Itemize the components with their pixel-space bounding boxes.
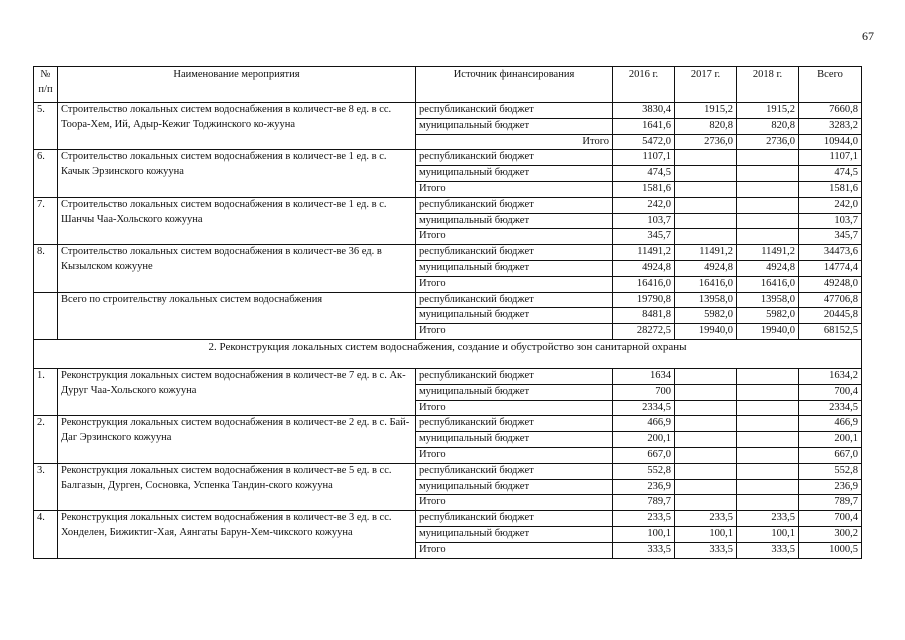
- value-2018: [737, 447, 799, 463]
- value-2016: 19790,8: [613, 292, 675, 308]
- activity-name: Реконструкция локальных систем водоснабжения в количест-ве 2 ед. в с. Бай-Даг Эрзинского кожууна: [58, 416, 416, 463]
- value-2017: 2736,0: [675, 134, 737, 150]
- value-total: 1634,2: [799, 368, 862, 384]
- funding-source: Итого: [416, 324, 613, 340]
- value-2017: [675, 213, 737, 229]
- value-2018: [737, 495, 799, 511]
- value-2016: 16416,0: [613, 276, 675, 292]
- funding-source: муниципальный бюджет: [416, 479, 613, 495]
- value-2018: [737, 368, 799, 384]
- value-total: 3283,2: [799, 118, 862, 134]
- value-2018: 5982,0: [737, 308, 799, 324]
- value-2017: 16416,0: [675, 276, 737, 292]
- value-2018: [737, 197, 799, 213]
- funding-source: Итого: [416, 495, 613, 511]
- table-row: [34, 416, 862, 432]
- value-total: 300,2: [799, 526, 862, 542]
- table-row: [34, 463, 862, 479]
- value-2017: 4924,8: [675, 260, 737, 276]
- row-number: [34, 292, 58, 339]
- header-total: Всего: [799, 67, 862, 103]
- value-total: 700,4: [799, 384, 862, 400]
- value-total: 474,5: [799, 166, 862, 182]
- funding-source: муниципальный бюджет: [416, 308, 613, 324]
- value-2017: 233,5: [675, 511, 737, 527]
- row-number: 1.: [34, 368, 58, 415]
- activity-name: Строительство локальных систем водоснабжения в количест-ве 36 ед. в Кызылском кожууне: [58, 245, 416, 292]
- value-2018: [737, 229, 799, 245]
- value-2017: [675, 197, 737, 213]
- value-total: 47706,8: [799, 292, 862, 308]
- value-2018: 2736,0: [737, 134, 799, 150]
- value-total: 789,7: [799, 495, 862, 511]
- table-row: [34, 103, 862, 119]
- value-2017: [675, 229, 737, 245]
- funding-source: республиканский бюджет: [416, 463, 613, 479]
- value-2018: 820,8: [737, 118, 799, 134]
- funding-source: республиканский бюджет: [416, 368, 613, 384]
- row-number: 7.: [34, 197, 58, 244]
- table-row: [34, 197, 862, 213]
- value-2017: 1915,2: [675, 103, 737, 119]
- value-total: 10944,0: [799, 134, 862, 150]
- table-body: [34, 103, 862, 559]
- value-2016: 8481,8: [613, 308, 675, 324]
- header-name: Наименование мероприятия: [58, 67, 416, 103]
- program-table: [33, 66, 862, 559]
- funding-source: республиканский бюджет: [416, 416, 613, 432]
- funding-source: Итого: [416, 181, 613, 197]
- value-2017: [675, 447, 737, 463]
- value-2017: 13958,0: [675, 292, 737, 308]
- value-total: 68152,5: [799, 324, 862, 340]
- value-2018: [737, 479, 799, 495]
- value-2018: [737, 432, 799, 448]
- value-2016: 242,0: [613, 197, 675, 213]
- funding-source: муниципальный бюджет: [416, 260, 613, 276]
- value-total: 700,4: [799, 511, 862, 527]
- funding-source: Итого: [416, 400, 613, 416]
- value-total: 14774,4: [799, 260, 862, 276]
- table-row: [34, 511, 862, 527]
- value-2016: 28272,5: [613, 324, 675, 340]
- value-2018: [737, 150, 799, 166]
- value-2017: 333,5: [675, 542, 737, 558]
- value-2016: 233,5: [613, 511, 675, 527]
- funding-source: муниципальный бюджет: [416, 118, 613, 134]
- value-2017: [675, 400, 737, 416]
- value-total: 34473,6: [799, 245, 862, 261]
- header-2017: 2017 г.: [675, 67, 737, 103]
- value-2016: 552,8: [613, 463, 675, 479]
- value-2016: 11491,2: [613, 245, 675, 261]
- value-2016: 667,0: [613, 447, 675, 463]
- value-total: 7660,8: [799, 103, 862, 119]
- value-2016: 103,7: [613, 213, 675, 229]
- value-2016: 466,9: [613, 416, 675, 432]
- value-total: 1000,5: [799, 542, 862, 558]
- value-2017: [675, 416, 737, 432]
- row-number: 4.: [34, 511, 58, 558]
- value-2018: [737, 463, 799, 479]
- value-2017: [675, 150, 737, 166]
- value-2017: [675, 432, 737, 448]
- funding-source: республиканский бюджет: [416, 292, 613, 308]
- section-row: [34, 339, 862, 368]
- header-row: [34, 67, 862, 103]
- activity-name: Строительство локальных систем водоснабжения в количест-ве 8 ед. в сс. Тоора-Хем, Ий, Адыр-Кежиг Тоджинского ко-жууна: [58, 103, 416, 150]
- row-number: 6.: [34, 150, 58, 197]
- header-no: № п/п: [34, 67, 58, 103]
- row-number: 3.: [34, 463, 58, 510]
- value-total: 667,0: [799, 447, 862, 463]
- value-2017: 19940,0: [675, 324, 737, 340]
- value-total: 345,7: [799, 229, 862, 245]
- funding-source: республиканский бюджет: [416, 245, 613, 261]
- value-2016: 789,7: [613, 495, 675, 511]
- value-2018: [737, 416, 799, 432]
- value-2016: 100,1: [613, 526, 675, 542]
- funding-source: муниципальный бюджет: [416, 166, 613, 182]
- value-2016: 2334,5: [613, 400, 675, 416]
- value-2018: 19940,0: [737, 324, 799, 340]
- funding-source: Итого: [416, 542, 613, 558]
- funding-source: республиканский бюджет: [416, 150, 613, 166]
- value-2017: 5982,0: [675, 308, 737, 324]
- activity-name: Всего по строительству локальных систем водоснабжения: [58, 292, 416, 339]
- value-2016: 474,5: [613, 166, 675, 182]
- value-2018: 16416,0: [737, 276, 799, 292]
- value-2017: [675, 495, 737, 511]
- row-number: 2.: [34, 416, 58, 463]
- activity-name: Строительство локальных систем водоснабжения в количест-ве 1 ед. в с. Шанчы Чаа-Хольского кожууна: [58, 197, 416, 244]
- value-total: 20445,8: [799, 308, 862, 324]
- header-2018: 2018 г.: [737, 67, 799, 103]
- value-total: 1581,6: [799, 181, 862, 197]
- row-number: 8.: [34, 245, 58, 292]
- value-2017: [675, 368, 737, 384]
- value-2016: 333,5: [613, 542, 675, 558]
- funding-source: Итого: [416, 229, 613, 245]
- value-2018: [737, 213, 799, 229]
- value-2016: 5472,0: [613, 134, 675, 150]
- value-total: 552,8: [799, 463, 862, 479]
- header-2016: 2016 г.: [613, 67, 675, 103]
- value-2016: 1641,6: [613, 118, 675, 134]
- page-number: 67: [862, 29, 874, 43]
- value-total: 242,0: [799, 197, 862, 213]
- value-2018: 333,5: [737, 542, 799, 558]
- header-source: Источник финансирования: [416, 67, 613, 103]
- funding-source: муниципальный бюджет: [416, 432, 613, 448]
- value-2018: [737, 181, 799, 197]
- value-2017: 820,8: [675, 118, 737, 134]
- value-total: 2334,5: [799, 400, 862, 416]
- section-title: 2. Реконструкция локальных систем водоснабжения, создание и обустройство зон санитарной охраны: [34, 339, 862, 368]
- funding-source: Итого: [416, 276, 613, 292]
- funding-source: республиканский бюджет: [416, 197, 613, 213]
- value-total: 1107,1: [799, 150, 862, 166]
- value-total: 466,9: [799, 416, 862, 432]
- table-row: [34, 368, 862, 384]
- value-2017: 11491,2: [675, 245, 737, 261]
- funding-source: Итого: [416, 134, 613, 150]
- activity-name: Реконструкция локальных систем водоснабжения в количест-ве 5 ед. в сс. Балгазын, Дурген, Сосновка, Успенка Тандин-ского кожууна: [58, 463, 416, 510]
- value-2018: 233,5: [737, 511, 799, 527]
- value-2016: 200,1: [613, 432, 675, 448]
- table-row: [34, 150, 862, 166]
- value-2016: 700: [613, 384, 675, 400]
- value-2017: 100,1: [675, 526, 737, 542]
- value-2016: 1581,6: [613, 181, 675, 197]
- value-2018: [737, 384, 799, 400]
- value-2017: [675, 479, 737, 495]
- value-2016: 1107,1: [613, 150, 675, 166]
- value-2018: 100,1: [737, 526, 799, 542]
- table-row: [34, 292, 862, 308]
- funding-source: муниципальный бюджет: [416, 526, 613, 542]
- value-total: 49248,0: [799, 276, 862, 292]
- funding-source: муниципальный бюджет: [416, 384, 613, 400]
- table-row: [34, 245, 862, 261]
- activity-name: Реконструкция локальных систем водоснабжения в количест-ве 3 ед. в сс. Хонделен, Бижиктиг-Хая, Аянгаты Барун-Хем-чикского кожууна: [58, 511, 416, 558]
- value-total: 236,9: [799, 479, 862, 495]
- value-2017: [675, 384, 737, 400]
- value-2018: 11491,2: [737, 245, 799, 261]
- value-2018: [737, 400, 799, 416]
- activity-name: Реконструкция локальных систем водоснабжения в количест-ве 7 ед. в с. Ак-Дуруг Чаа-Хольского кожууна: [58, 368, 416, 415]
- value-2018: 4924,8: [737, 260, 799, 276]
- value-2017: [675, 463, 737, 479]
- row-number: 5.: [34, 103, 58, 150]
- value-2017: [675, 166, 737, 182]
- value-2016: 236,9: [613, 479, 675, 495]
- value-2016: 345,7: [613, 229, 675, 245]
- value-total: 200,1: [799, 432, 862, 448]
- activity-name: Строительство локальных систем водоснабжения в количест-ве 1 ед. в с. Качык Эрзинского кожууна: [58, 150, 416, 197]
- value-2016: 4924,8: [613, 260, 675, 276]
- funding-source: республиканский бюджет: [416, 103, 613, 119]
- funding-source: республиканский бюджет: [416, 511, 613, 527]
- funding-source: муниципальный бюджет: [416, 213, 613, 229]
- value-2018: 1915,2: [737, 103, 799, 119]
- value-2017: [675, 181, 737, 197]
- value-2018: 13958,0: [737, 292, 799, 308]
- value-2016: 1634: [613, 368, 675, 384]
- value-2018: [737, 166, 799, 182]
- value-total: 103,7: [799, 213, 862, 229]
- funding-source: Итого: [416, 447, 613, 463]
- value-2016: 3830,4: [613, 103, 675, 119]
